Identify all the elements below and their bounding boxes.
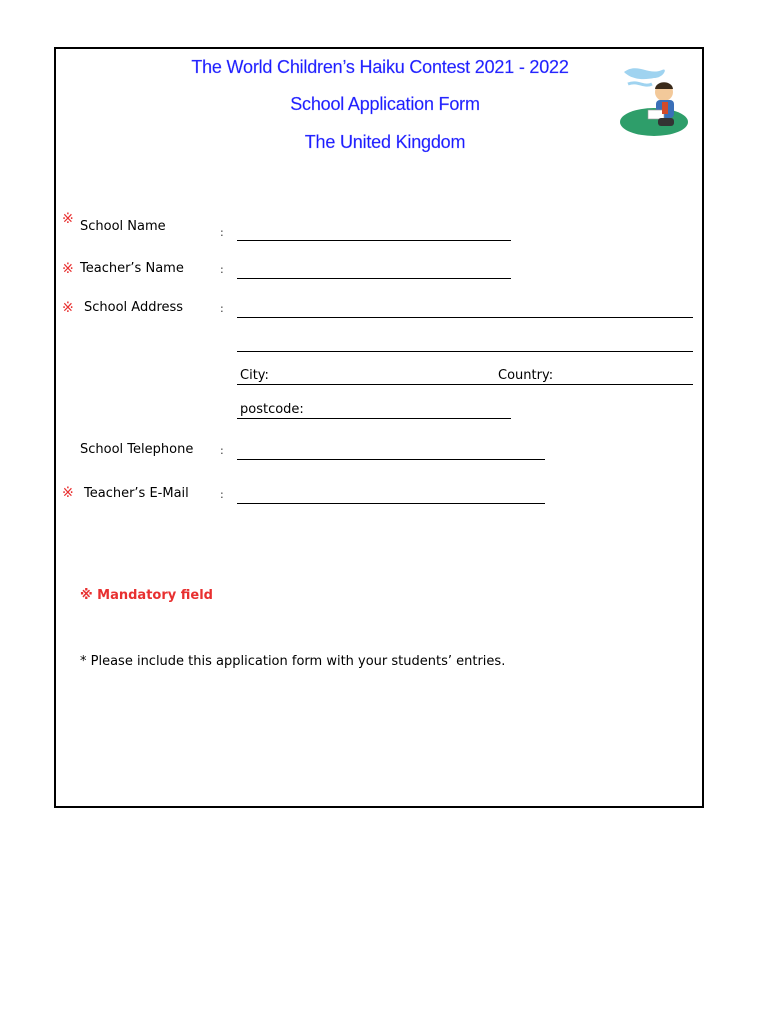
postcode-field[interactable] [237,418,511,419]
teacher-name-field[interactable] [237,278,511,279]
school-name-field[interactable] [237,240,511,241]
required-mark: ※ [62,261,74,277]
school-name-label: School Name [80,219,166,234]
address-line-1-field[interactable] [237,317,693,318]
colon: : [220,226,224,239]
school-address-label: School Address [84,300,184,315]
teacher-name-label: Teacher’s Name [80,261,184,276]
colon: : [220,302,224,315]
required-mark: ※ [62,211,74,227]
email-field[interactable] [237,503,545,504]
contest-title: The World Children’s Haiku Contest 2021 - 2022 [191,57,569,77]
form-subtitle: School Application Form [290,94,480,114]
required-mark: ※ [62,300,74,316]
city-label: City: [240,368,269,383]
colon: : [220,444,224,457]
country-title: The United Kingdom [304,132,466,152]
country-label: Country: [498,368,554,383]
address-line-2-field[interactable] [237,351,693,352]
email-label: Teacher’s E-Mail [84,486,189,501]
required-mark: ※ [62,485,74,501]
telephone-field[interactable] [237,459,545,460]
telephone-label: School Telephone [80,442,194,457]
colon: : [220,263,224,276]
mandatory-field-note: ※ Mandatory field [80,588,213,603]
postcode-label: postcode: [240,402,304,417]
submission-note: * Please include this application form with your students’ entries. [80,654,506,669]
form-frame [54,47,704,808]
haiku-boy-mascot-icon [618,62,690,140]
city-country-field[interactable] [237,384,693,385]
colon: : [220,488,224,501]
